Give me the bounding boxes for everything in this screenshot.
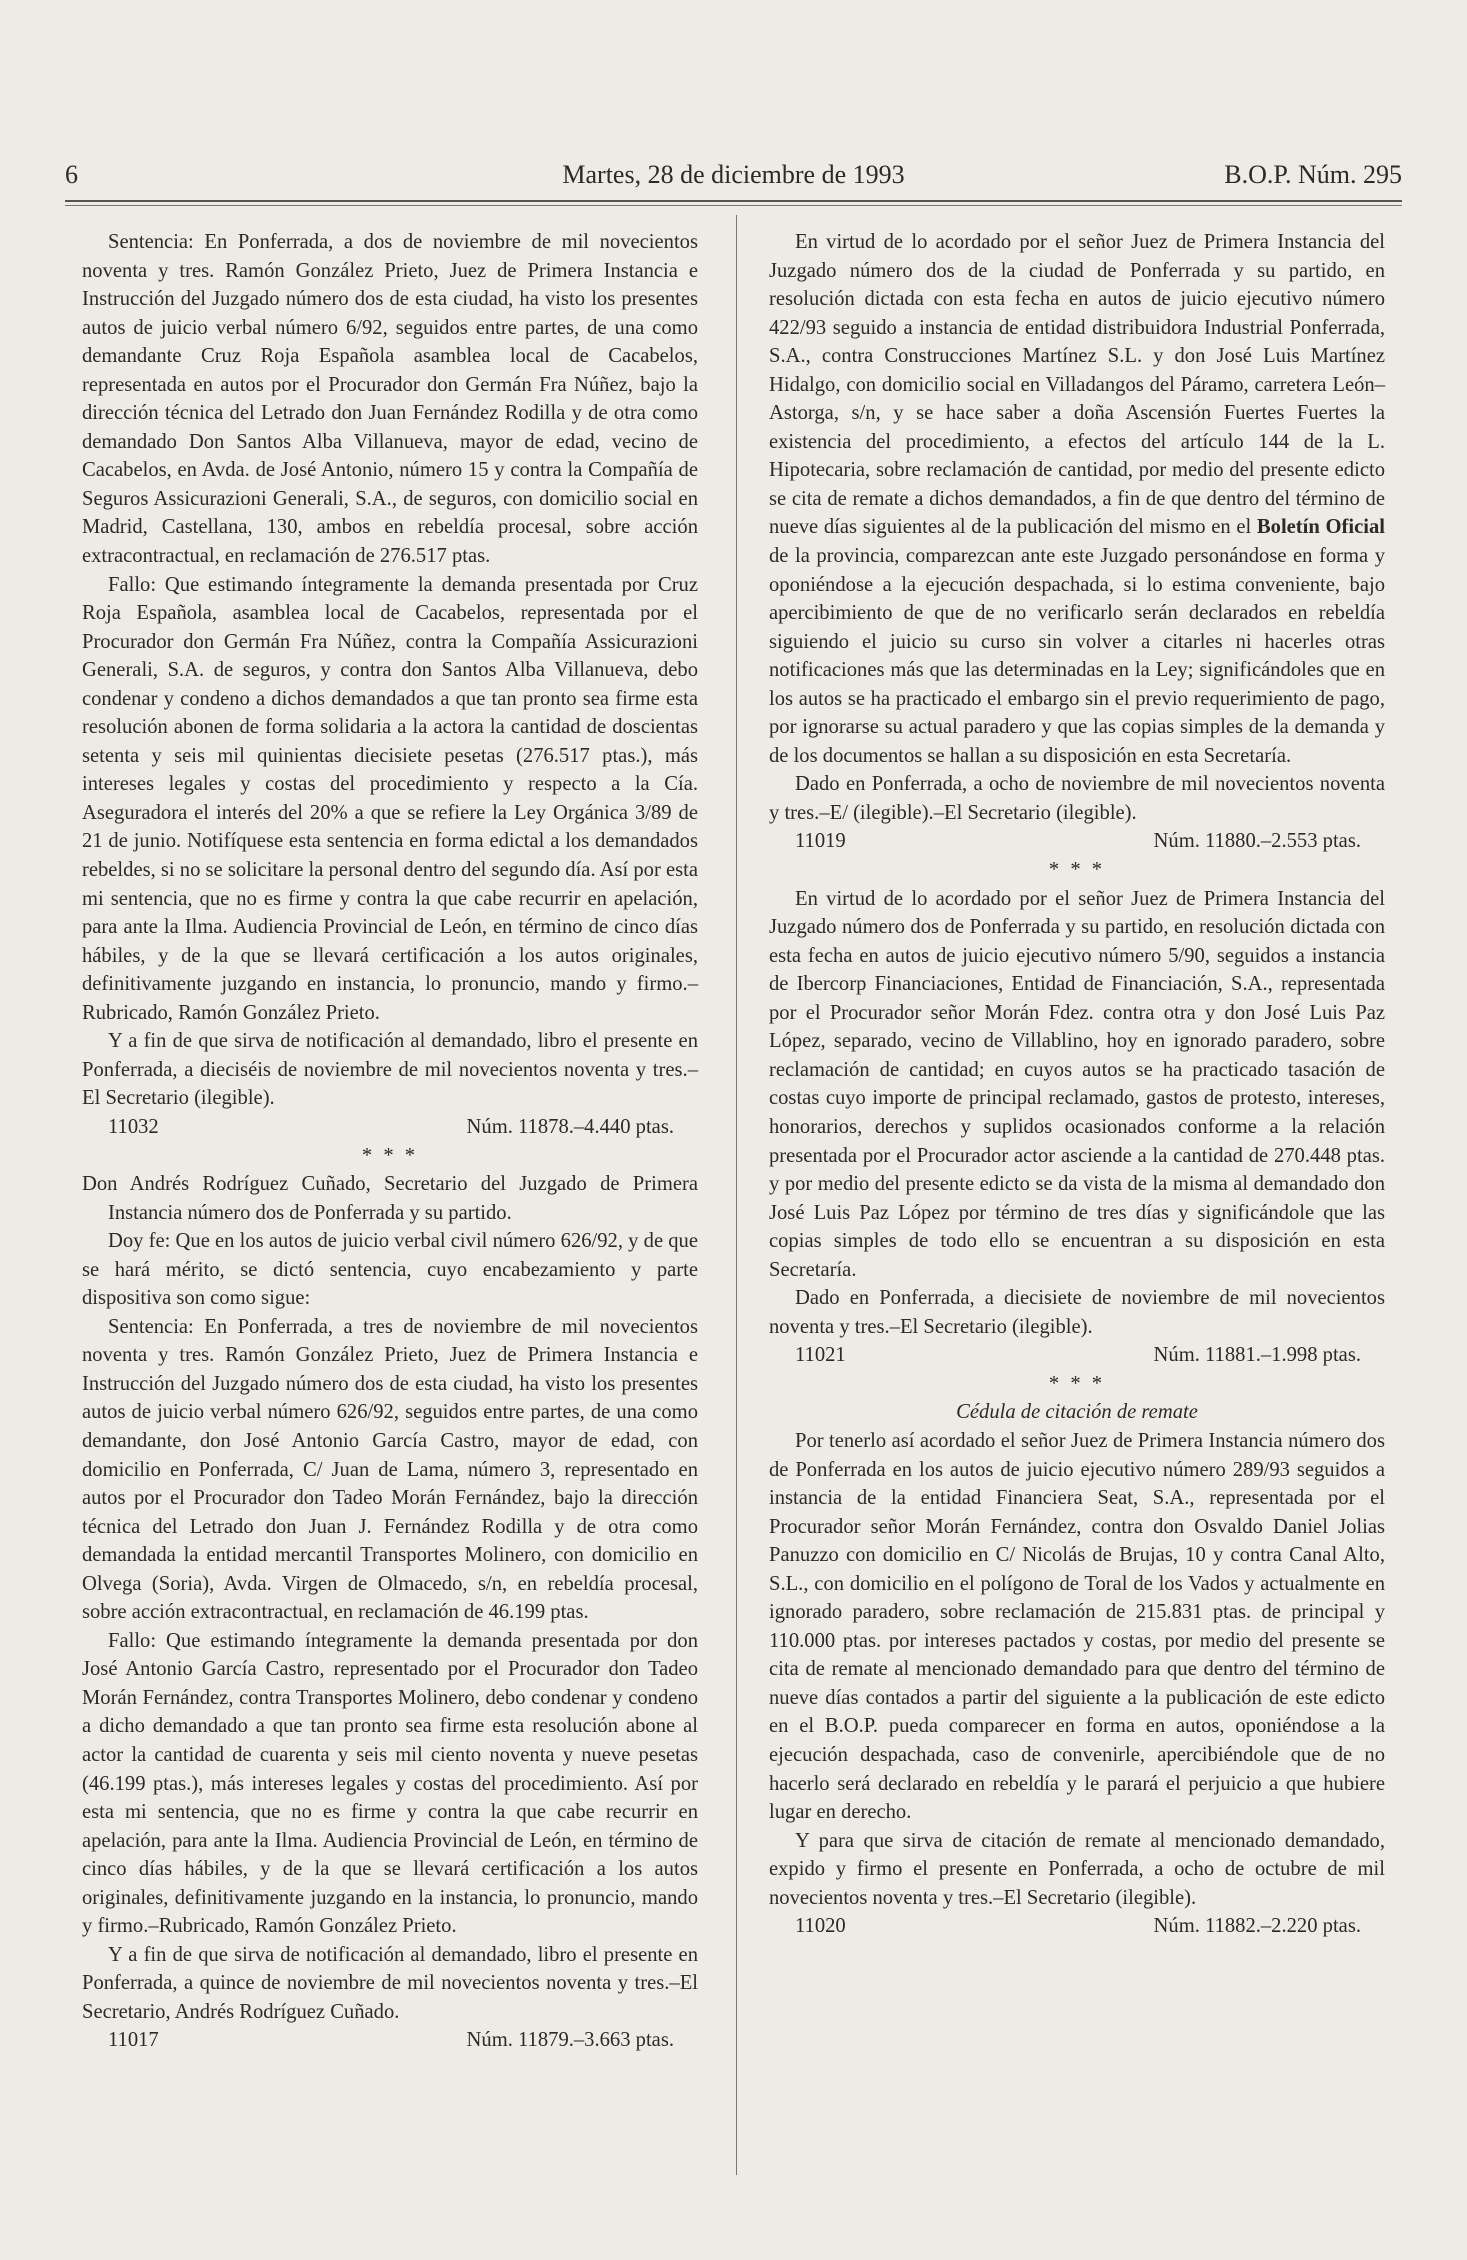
notice-reference [769,827,1385,856]
page-number: 6 [65,160,78,189]
notice-title: Cédula de citación de remate [956,1401,1198,1424]
notice-paragraph: Sentencia: En Ponferrada, a tres de noviembre de mil novecientos noventa y tres. Ramón González Prieto, Juez de Primera Instancia e Instrucción del Juzgado número dos de esta ciudad, ha visto los presentes autos de juicio verbal número 626/92, seguidos entre partes, de una como demandante, don José Antonio García Castro, mayor de edad, con domicilio en Ponferrada, C/ Juan de Lama, número 3, representado en autos por el Procurador don Tadeo Morán Fernández, bajo la dirección técnica del Letrado don Juan J. Fernández Rodilla y de otra como demandada la entidad mercantil Transportes Molinero, con domicilio en Olvega (Soria), Avda. Virgen de Olmacedo, s/n, en rebeldía procesal, sobre acción extracontractual, en reclamación de 46.199 ptas. [82,1315,698,1624]
notice-separator: * * * [361,1144,419,1167]
notice-intro: Don Andrés Rodríguez Cuñado, Secretario del Juzgado de Primera Instancia número dos de Ponferrada y su partido. [82,1173,698,1224]
notice-amount: Núm. 11879.–3.663 ptas. [466,2029,674,2052]
notice-text: de la provincia, comparezcan ante este Juzgado personándose en forma y oponiéndose a la ejecución despachada, si lo estima conveniente, bajo apercibimiento de que de no verificarlo serán declarados en rebeldía siguiendo el juicio su curso sin volver a citarles ni hacerles otras notificaciones más que las determinadas en la Ley; significándoles que en los autos se ha practicado el embargo sin el previo requerimiento de pago, por ignorarse su actual paradero y que las copias simples de la demanda y de los documentos se hallan a su disposición en esta Secretaría. [769,545,1385,767]
notice-reference [769,1912,1385,1941]
notice-reference [82,1113,698,1142]
notice-reference [82,2026,698,2055]
notice-amount: Núm. 11881.–1.998 ptas. [1153,1344,1361,1367]
notice-separator: * * * [1048,1372,1106,1395]
notice-paragraph: Y a fin de que sirva de notificación al demandado, libro el presente en Ponferrada, a quince de noviembre de mil novecientos noventa y tres.–El Secretario, Andrés Rodríguez Cuñado. [82,1943,698,2023]
notice-amount: Núm. 11882.–2.220 ptas. [1153,1915,1361,1938]
notice-separator: * * * [1048,859,1106,882]
notice-paragraph: Y a fin de que sirva de notificación al demandado, libro el presente en Ponferrada, a dieciséis de noviembre de mil novecientos noventa y tres.–El Secretario (ilegible). [82,1030,698,1110]
notice-paragraph: Sentencia: En Ponferrada, a dos de noviembre de mil novecientos noventa y tres. Ramón González Prieto, Juez de Primera Instancia e Instrucción del Juzgado número dos de esta ciudad, ha visto los presentes autos de juicio verbal número 6/92, seguidos entre partes, de una como demandante Cruz Roja Española asamblea local de Cacabelos, representada en autos por el Procurador don Germán Fra Núñez, bajo la dirección técnica del Letrado don Juan Fernández Rodilla y de otra como demandado Don Santos Alba Villanueva, mayor de edad, vecino de Cacabelos, en Avda. de José Antonio, número 15 y contra la Compañía de Seguros Assicurazioni Generali, S.A., de seguros, con domicilio social en Madrid, Castellana, 130, ambos en rebeldía procesal, sobre acción extracontractual, en reclamación de 276.517 ptas. [82,231,698,568]
notice-paragraph [769,228,1385,770]
bulletin-name: Boletín Oficial [1256,516,1385,539]
notice-amount: Núm. 11880.–2.553 ptas. [1153,830,1361,853]
notice-amount: Núm. 11878.–4.440 ptas. [466,1115,674,1138]
header-rule-thin [65,205,1402,206]
notice-number: 11032 [108,1115,159,1138]
header-rule [65,200,1402,202]
notice-paragraph: Fallo: Que estimando íntegramente la demanda presentada por Cruz Roja Española, asamblea local de Cacabelos, representada por el Procurador don Germán Fra Núñez, contra la Compañía Assicurazioni Generali, S.A. de seguros, y contra don Santos Alba Villanueva, debo condenar y condeno a dichos demandados a que tan pronto sea firme esta resolución abonen de forma solidaria a la actora la cantidad de doscientas setenta y seis mil quinientas diecisiete pesetas (276.517 ptas.), más intereses legales y costas del procedimiento y respecto a la Cía. Aseguradora el interés del 20% a que se refiere la Ley Orgánica 3/89 de 21 de junio. Notifíquese esta sentencia en forma edictal a los demandados rebeldes, si no se solicitare la personal dentro del segundo día. Así por esta mi sentencia, que no es firme y contra la que cabe recurrir en apelación, para ante la Ilma. Audiencia Provincial de León, en término de cinco días hábiles, y de la que se llevará certificación a los autos originales, definitivamente juzgando en instancia, lo pronuncio, mando y firmo.–Rubricado, Ramón González Prieto. [82,573,698,1024]
right-column [769,228,1385,1941]
notice-paragraph: Por tenerlo así acordado el señor Juez de Primera Instancia número dos de Ponferrada en los autos de juicio ejecutivo número 289/93 seguidos a instancia de la entidad Financiera Seat, S.A., representada por el Procurador señor Morán Fernández, contra don Osvaldo Daniel Jolias Panuzzo con domicilio en C/ Nicolás de Brujas, 10 y contra Canal Alto, S.L., con domicilio en el polígono de Toral de los Vados y actualmente en ignorado paradero, sobre reclamación de 215.831 ptas. de principal y 110.000 ptas. por intereses pactados y costas, por medio del presente se cita de remate al mencionado demandado para que dentro del término de nueve días contados a partir del siguiente a la publicación de este edicto en el B.O.P. pueda comparecer en forma en autos, oponiéndose a la ejecución despachada, caso de convenirle, apercibiéndole que de no hacerlo será declarado en rebeldía y le parará el perjuicio a que hubiere lugar en derecho. [769,1429,1385,1824]
notice-paragraph: Fallo: Que estimando íntegramente la demanda presentada por don José Antonio García Castro, representado por el Procurador don Tadeo Morán Fernández, contra Transportes Molinero, debo condenar y condeno a dicho demandado a que tan pronto sea firme esta resolución abone al actor la cantidad de cuarenta y seis mil ciento noventa y nueve pesetas (46.199 ptas.), más intereses legales y costas del procedimiento. Así por esta mi sentencia, que no es firme y contra la que cabe recurrir en apelación, para ante la Ilma. Audiencia Provincial de León, en término de cinco días hábiles, y de la que se llevará certificación a los autos originales, definitivamente juzgando en la instancia, lo pronuncio, mando y firmo.–Rubricado, Ramón González Prieto. [82,1629,698,1938]
bulletin-number: B.O.P. Núm. 295 [1224,160,1402,189]
notice-reference [769,1341,1385,1370]
issue-date: Martes, 28 de diciembre de 1993 [562,160,905,189]
notice-number: 11017 [108,2029,159,2052]
page-header [65,160,1402,200]
notice-paragraph: Dado en Ponferrada, a ocho de noviembre de mil novecientos noventa y tres.–E/ (ilegible).–El Secretario (ilegible). [769,773,1385,824]
notice-number: 11019 [795,830,846,853]
notice-number: 11020 [795,1915,846,1938]
notice-paragraph: Doy fe: Que en los autos de juicio verbal civil número 626/92, y de que se hará mérito, se dictó sentencia, cuyo encabezamiento y parte dispositiva son como sigue: [82,1230,698,1310]
notice-number: 11021 [795,1344,846,1367]
notice-paragraph: Dado en Ponferrada, a diecisiete de noviembre de mil novecientos noventa y tres.–El Secretario (ilegible). [769,1287,1385,1338]
column-divider [736,215,737,2175]
notice-paragraph: Y para que sirva de citación de remate al mencionado demandado, expido y firmo el presente en Ponferrada, a ocho de octubre de mil novecientos noventa y tres.–El Secretario (ilegible). [769,1829,1385,1909]
notice-paragraph: En virtud de lo acordado por el señor Juez de Primera Instancia del Juzgado número dos de Ponferrada y su partido, en resolución dictada con esta fecha en autos de juicio ejecutivo número 5/90, seguidos a instancia de Ibercorp Financiaciones, Entidad de Financiación, S.A., representada por el Procurador señor Morán Fdez. contra otra y don José Luis Paz López, separado, vecino de Villablino, hoy en ignorado paradero, sobre reclamación de cantidad; en cuyos autos se ha practicado tasación de costas cuyo importe de principal reclamado, gastos de protesto, intereses, honorarios, derechos y suplidos ocasionados conforme a la relación presentada por el Procurador actor asciende a la cantidad de 270.448 ptas. y por medio del presente edicto se da vista de la misma al demandado don José Luis Paz López por término de tres días y significándole que las copias simples de todo ello se encuentran a su disposición en esta Secretaría. [769,887,1385,1281]
notice-text: En virtud de lo acordado por el señor Juez de Primera Instancia del Juzgado número dos de la ciudad de Ponferrada y su partido, en resolución dictada con esta fecha en autos de juicio ejecutivo número 422/93 seguido a instancia de entidad distribuidora Industrial Ponferrada, S.A., contra Construcciones Martínez S.L. y don José Luis Martínez Hidalgo, con domicilio social en Villadangos del Páramo, carretera León–Astorga, s/n, y se hace saber a doña Ascensión Fuertes Fuertes la existencia del procedimiento, a efectos del artículo 144 de la L. Hipotecaria, sobre reclamación de cantidad, por medio del presente edicto se cita de remate a dichos demandados, a fin de que dentro del término de nueve días siguientes al de la publicación del mismo en el [769,231,1385,539]
left-column [82,228,698,2055]
